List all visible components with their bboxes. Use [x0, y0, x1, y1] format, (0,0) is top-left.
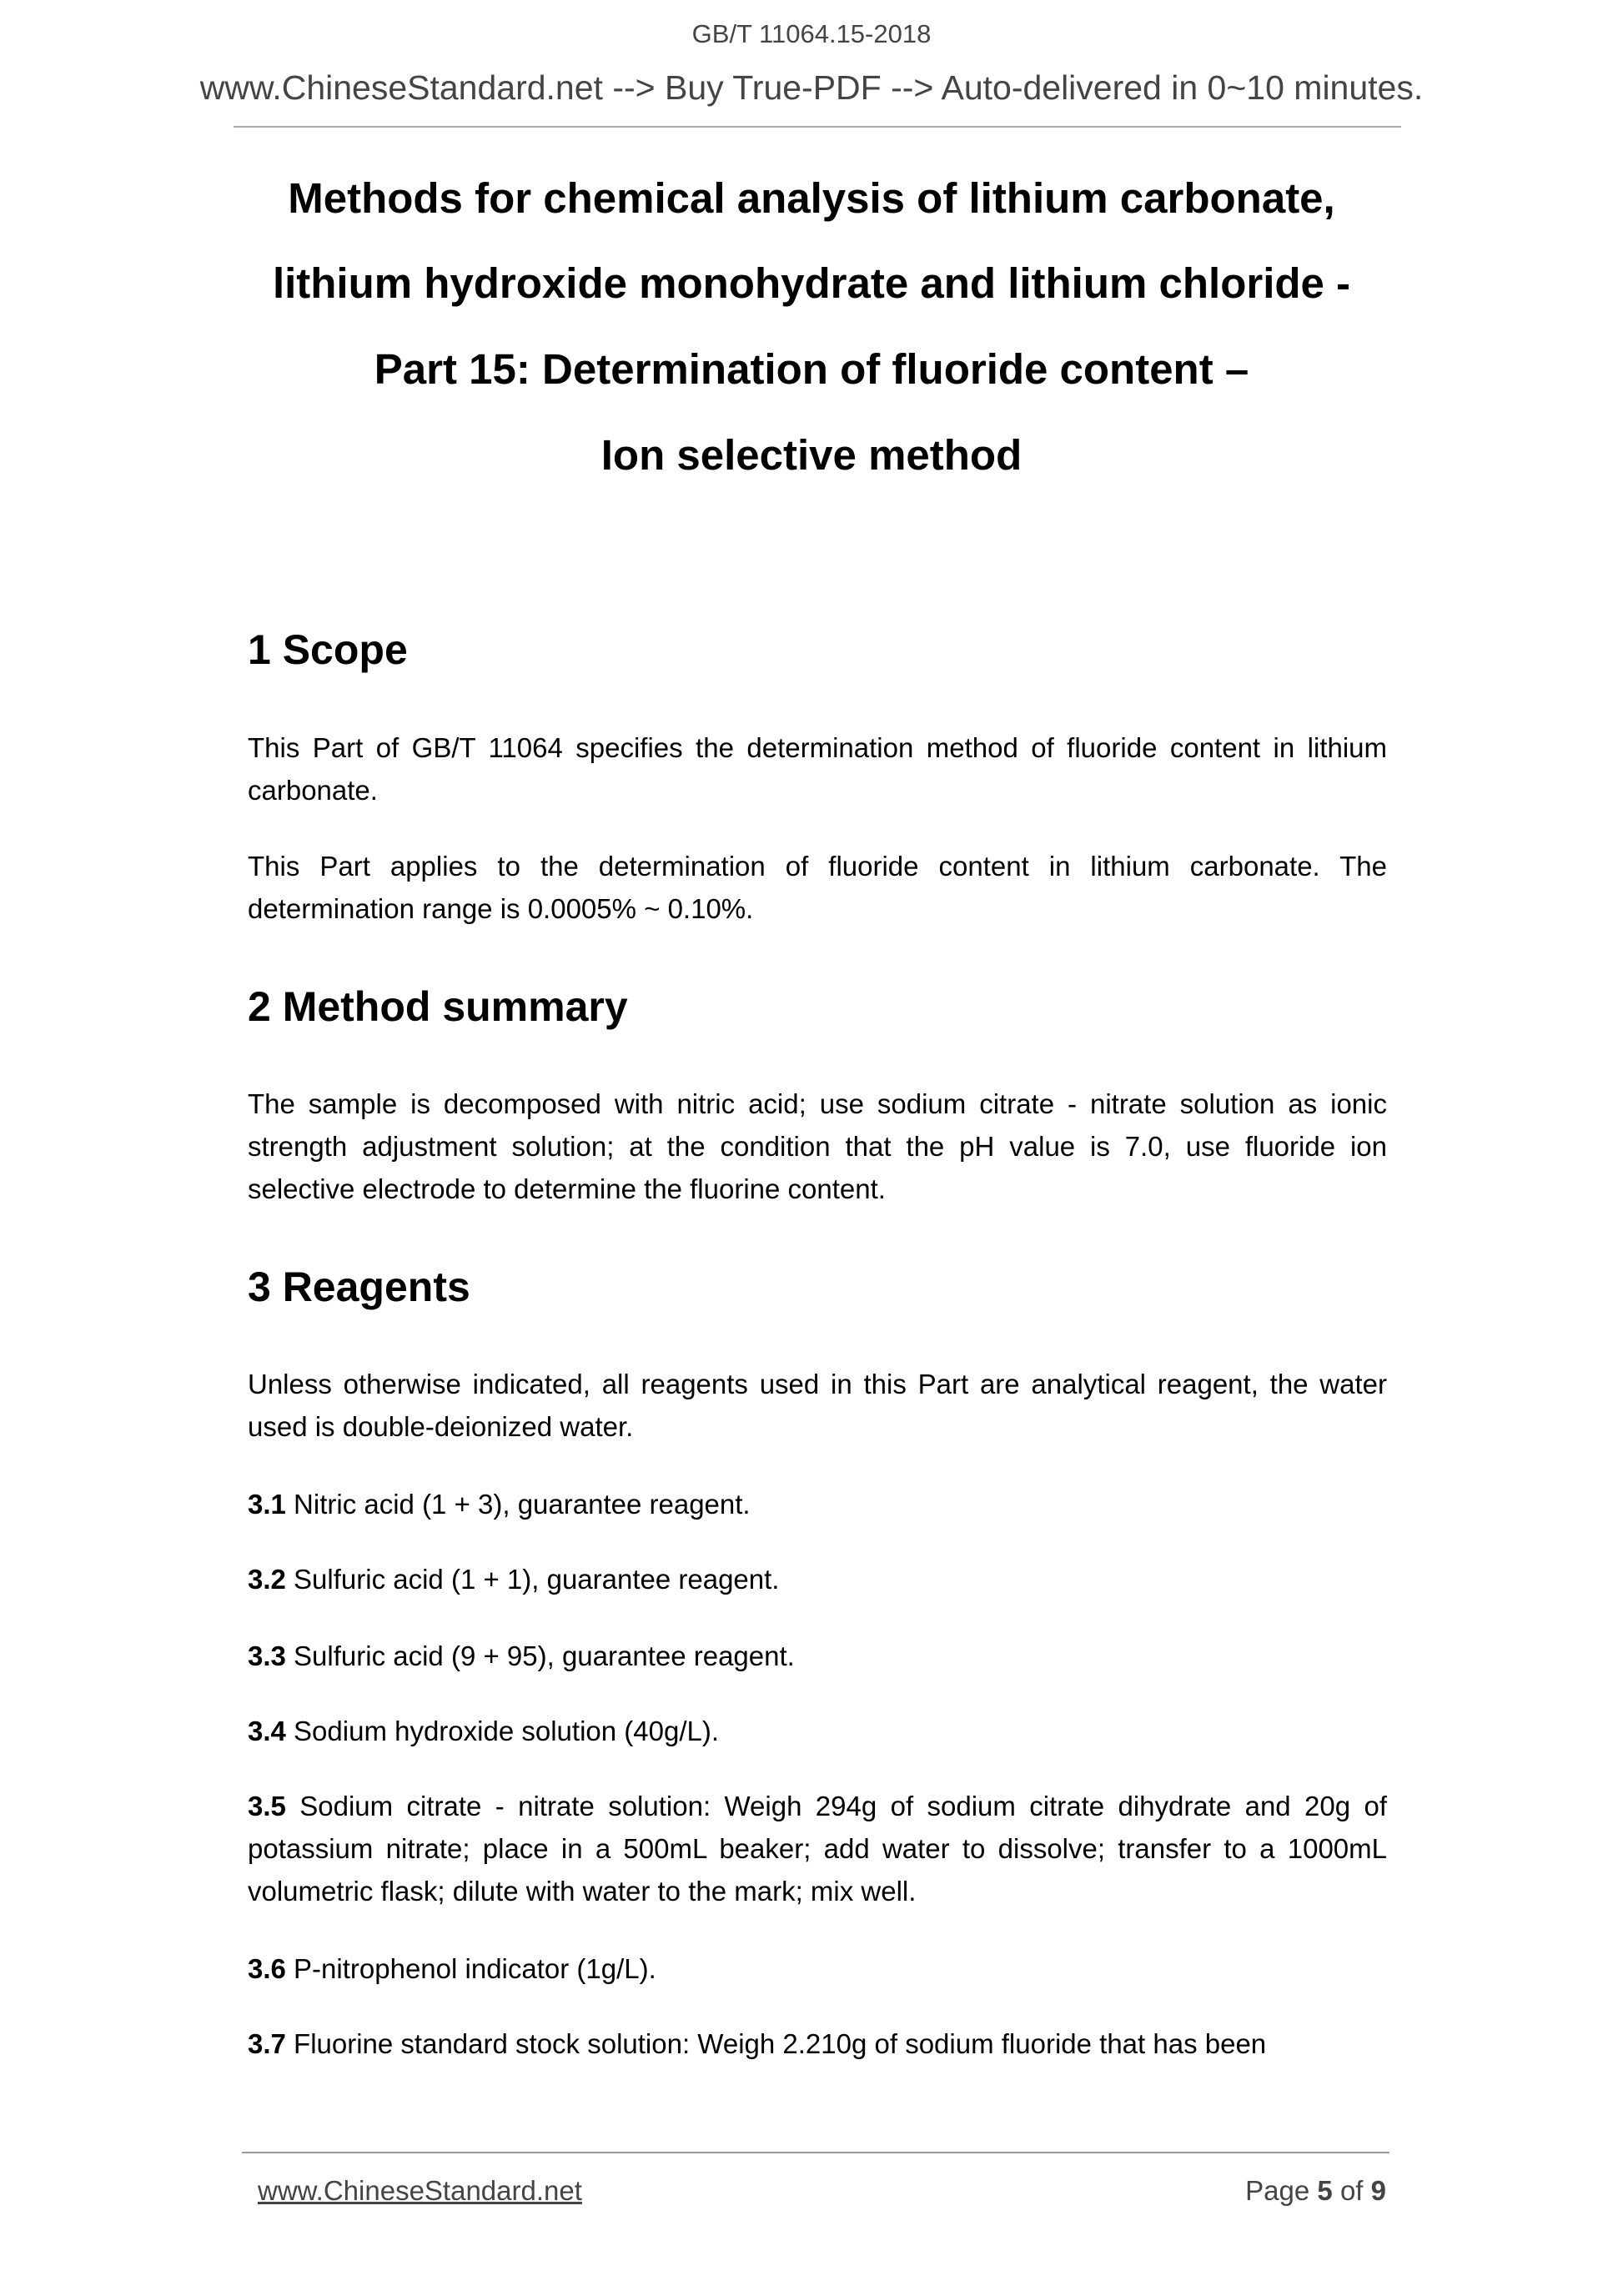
- page-total: 9: [1370, 2175, 1386, 2206]
- page-prefix: Page: [1245, 2175, 1318, 2206]
- reagent-number: 3.1: [248, 1489, 286, 1520]
- header-site: www.ChineseStandard.net -->: [199, 68, 656, 107]
- page-header: [0, 67, 1623, 108]
- doc-title-line-2: lithium hydroxide monohydrate and lithium chloride -: [272, 259, 1351, 307]
- reagent-text: Sulfuric acid (9 + 95), guarantee reagent.: [285, 1640, 795, 1671]
- doc-title-line-1: Methods for chemical analysis of lithium carbonate,: [288, 174, 1335, 222]
- reagent-text: Nitric acid (1 + 3), guarantee reagent.: [285, 1489, 751, 1520]
- header-doc-id: GB/T 11064.15-2018: [691, 19, 932, 48]
- page-current: 5: [1317, 2175, 1333, 2206]
- reagent-item: [248, 1558, 1387, 1600]
- reagent-item: [248, 1785, 1387, 1912]
- heading-reagents: 3 Reagents: [248, 1264, 470, 1310]
- summary-paragraph: The sample is decomposed with nitric acid; use sodium citrate - nitrate solution as ionic strength adjustment solution; at the condition that the pH value is 7.0, use fluoride ion selective electrode to determine the fluorine content.: [248, 1088, 1387, 1204]
- reagent-item: [248, 1635, 1387, 1677]
- reagent-item: [248, 1483, 1387, 1525]
- scope-paragraph-1: This Part of GB/T 11064 specifies the determination method of fluoride content in lithium carbonate.: [248, 732, 1387, 806]
- reagent-number: 3.3: [248, 1640, 286, 1671]
- reagent-text: Sulfuric acid (1 + 1), guarantee reagent.: [285, 1564, 780, 1595]
- footer-site-link[interactable]: www.ChineseStandard.net: [258, 2175, 582, 2206]
- doc-title-line-3: Part 15: Determination of fluoride content –: [374, 345, 1249, 393]
- heading-method-summary: 2 Method summary: [248, 983, 628, 1030]
- reagent-number: 3.2: [248, 1564, 286, 1595]
- reagent-number: 3.7: [248, 2028, 286, 2059]
- reagent-item: [248, 1710, 1387, 1752]
- reagent-text: P-nitrophenol indicator (1g/L).: [285, 1953, 656, 1984]
- page-number: [1245, 2175, 1386, 2207]
- reagent-text: Sodium citrate - nitrate solution: Weigh 294g of sodium citrate dihydrate and 20g of potassium nitrate; place in a 500mL beaker; add water to dissolve; transfer to a 1000mL volumetric flask; dilute with water to the mark; mix well.: [248, 1791, 1387, 1907]
- reagents-intro: Unless otherwise indicated, all reagents used in this Part are analytical reagent, the water used is double-deionized water.: [248, 1369, 1387, 1442]
- reagent-item: [248, 1947, 1387, 1990]
- reagent-item: [248, 2022, 1387, 2065]
- scope-paragraph-2: This Part applies to the determination of fluoride content in lithium carbonate. The determination range is 0.0005% ~ 0.10%.: [248, 851, 1387, 924]
- reagent-number: 3.6: [248, 1953, 286, 1984]
- page-of: of: [1332, 2175, 1371, 2206]
- reagent-text: Fluorine standard stock solution: Weigh 2.210g of sodium fluoride that has been: [285, 2028, 1267, 2059]
- reagent-number: 3.4: [248, 1716, 286, 1746]
- footer-divider: [242, 2152, 1389, 2153]
- reagent-number: 3.5: [248, 1791, 286, 1821]
- heading-scope: 1 Scope: [248, 626, 408, 673]
- doc-title-line-4: Ion selective method: [600, 431, 1023, 479]
- header-divider: [234, 126, 1401, 128]
- header-buy-link[interactable]: Buy True-PDF --> Auto-delivered in 0~10 minutes.: [664, 68, 1424, 107]
- reagent-text: Sodium hydroxide solution (40g/L).: [285, 1716, 719, 1746]
